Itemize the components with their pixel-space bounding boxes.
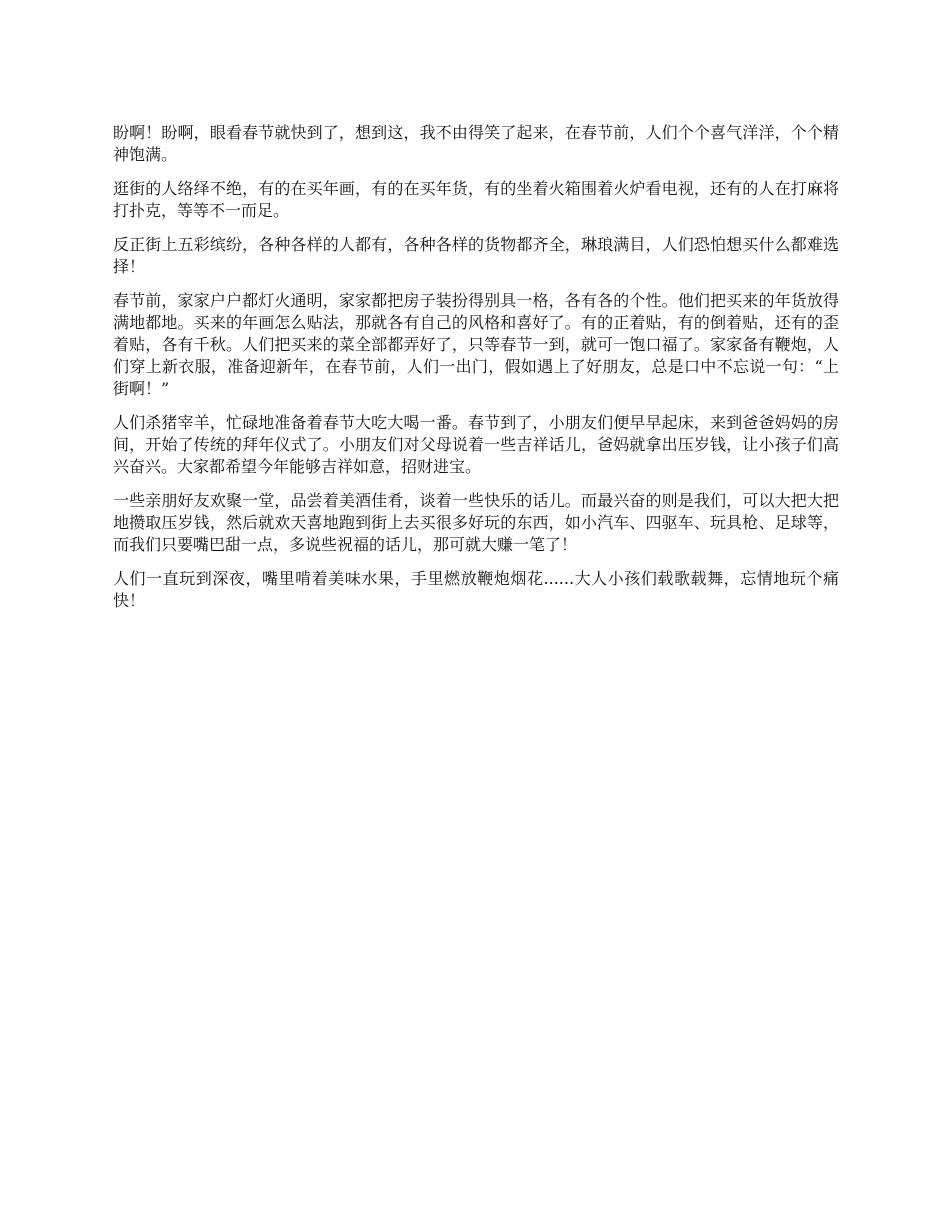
paragraph-4: 春节前，家家户户都灯火通明，家家都把房子装扮得别具一格，各有各的个性。他们把买来的年货放得满地都地。买来的年画怎么贴法，那就各有自己的风格和喜好了。有的正着贴，有的倒着贴，还有的歪着贴，各有千秋。人们把买来的菜全部都弄好了，只等春节一到，就可一饱口福了。家家备有鞭炮，人们穿上新衣服，准备迎新年，在春节前，人们一出门，假如遇上了好朋友，总是口中不忘说一句：“上街啊！”: [113, 291, 839, 398]
paragraph-3: 反正街上五彩缤纷，各种各样的人都有，各种各样的货物都齐全，琳琅满目，人们恐怕想买什么都难选择！: [113, 235, 839, 276]
paragraph-7: 人们一直玩到深夜，嘴里啃着美味水果，手里燃放鞭炮烟花......大人小孩们载歌载舞，忘情地玩个痛快！: [113, 569, 839, 610]
paragraph-6: 一些亲朋好友欢聚一堂，品尝着美酒佳肴，谈着一些快乐的话儿。而最兴奋的则是我们，可以大把大把地攒取压岁钱，然后就欢天喜地跑到街上去买很多好玩的东西，如小汽车、四驱车、玩具枪、足球等，而我们只要嘴巴甜一点，多说些祝福的话儿，那可就大赚一笔了！: [113, 491, 839, 554]
paragraph-5: 人们杀猪宰羊，忙碌地准备着春节大吃大喝一番。春节到了，小朋友们便早早起床，来到爸爸妈妈的房间，开始了传统的拜年仪式了。小朋友们对父母说着一些吉祥话儿，爸妈就拿出压岁钱，让小孩子们高兴奋兴。大家都希望今年能够吉祥如意，招财进宝。: [113, 413, 839, 476]
document-body: [113, 122, 839, 624]
paragraph-1: 盼啊！盼啊，眼看春节就快到了，想到这，我不由得笑了起来，在春节前，人们个个喜气洋洋，个个精神饱满。: [113, 123, 839, 164]
paragraph-2: 逛街的人络绎不绝，有的在买年画，有的在买年货，有的坐着火箱围着火炉看电视，还有的人在打麻将打扑克，等等不一而足。: [113, 179, 839, 220]
